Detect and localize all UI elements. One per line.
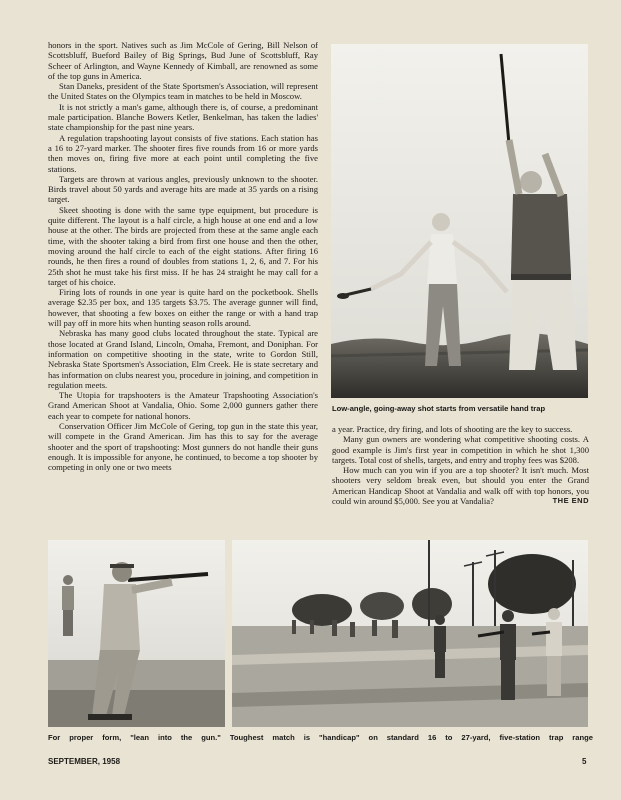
end-mark: THE END: [552, 496, 589, 506]
paragraph: a year. Practice, dry firing, and lots of shooting are the key to success.: [332, 424, 573, 434]
paragraph: It is not strictly a man's game, although there is, of course, a predominant male participation. Blanche Bowers Ketler, Benkelman, has taken the ladies' state championship for the past nine years.: [48, 101, 318, 133]
paragraph: How much can you win if you are a top shooter? It isn't much. Most shooters very seldom break even, but should you enter the Grand American Handicap Shoot at Vandalia and walk off with top honors, you could win around $5,000. See you at Vandalia?: [332, 465, 589, 507]
photo-shooter-leaning-into-gun: [48, 540, 225, 727]
paragraph: Targets are thrown at various angles, previously unknown to the shooter. Birds travel about 50 yards and average hits are made at 35 yards on a rising target.: [48, 173, 318, 205]
paragraph: A regulation trapshooting layout consists of five stations. Each station has a 16 to 27-yard marker. The shooter fires five rounds from 16 or more yards then moves on, firing five more at each point until completing the five stations.: [48, 132, 318, 174]
paragraph: The Utopia for trapshooters is the Amateur Trapshooting Association's Grand American Shoot at Vandalia, Ohio. Some 2,000 gunners gather there each year to compete for national honors.: [48, 390, 318, 421]
paragraph: honors in the sport. Natives such as Jim McCole of Gering, Bill Nelson of Scottsbluff, Bueford Bailey of Big Springs, Bud June of Scottsbluff, Ray Scheer of Arlington, and Wayne Kennedy of Kimball, are renowned as some of the top guns in America.: [48, 40, 318, 81]
paragraph: Many gun owners are wondering what competitive shooting costs. A good example is Jim's first year in competition in which he shot 1,300 targets. Total cost of shells, targets, and entry and trophy fees was $208.: [332, 434, 589, 465]
paragraph: Stan Daneks, president of the State Sportsmen's Association, will represent the United States on the Olympics team in matches to be held in Moscow.: [48, 81, 318, 102]
photo-caption-bottom: For proper form, "lean into the gun." Toughest match is "handicap" on standard 16 to 27-yard, five-station trap range: [48, 733, 593, 742]
photo-hand-trap-shooters: [331, 44, 588, 398]
article-left-column: [48, 40, 318, 472]
paragraph: Nebraska has many good clubs located throughout the state. Typical are those located at Grand Island, Lincoln, Omaha, Fremont, and Doniphan. For information on competitive shooting in the state, write to Gordon Still, Nebraska State Sportsmen's Association, Elm Creek. He is state secretary and has information on clubs nearest you, procedure in joining, and competition in regulation meets.: [48, 328, 318, 390]
page-number: 5: [582, 757, 587, 766]
paragraph: Conservation Officer Jim McCole of Gering, top gun in the state this year, will compete in the Grand American. Jim has this to say for the average shooter and the sport of trapshooting: Most gunners do not handle their guns enough. It is impossible for anyone, he continued, to become a top shooter by competing in only one or two meets: [48, 420, 318, 473]
photo-trap-range: [232, 540, 588, 727]
paragraph: Skeet shooting is done with the same type equipment, but procedure is quite different. The layout is a half circle, a high house at one end and a low house at the other. The birds are projected from these at the same angle each time, with the shooter taking a bird from first one house and then the other, moving around the half circle to each of the eight stations. After firing 16 rounds, he then fires a round of doubles from stations 1, 2, 6, and 7. For his 25th shot he must take his first miss. If he has 24 straight he may call for a target of his choice.: [48, 204, 318, 287]
photo-caption-top: Low-angle, going-away shot starts from versatile hand trap: [332, 404, 546, 413]
paragraph: Firing lots of rounds in one year is quite hard on the pocketbook. Shells average $2.35 per box, and 135 targets $3.75. The average gunner will find, however, that shooting a few boxes on either the range or with a hand trap will pay off in more hits when hunting season rolls around.: [48, 287, 318, 329]
footer-date: SEPTEMBER, 1958: [48, 757, 121, 766]
article-right-column: [332, 424, 589, 507]
